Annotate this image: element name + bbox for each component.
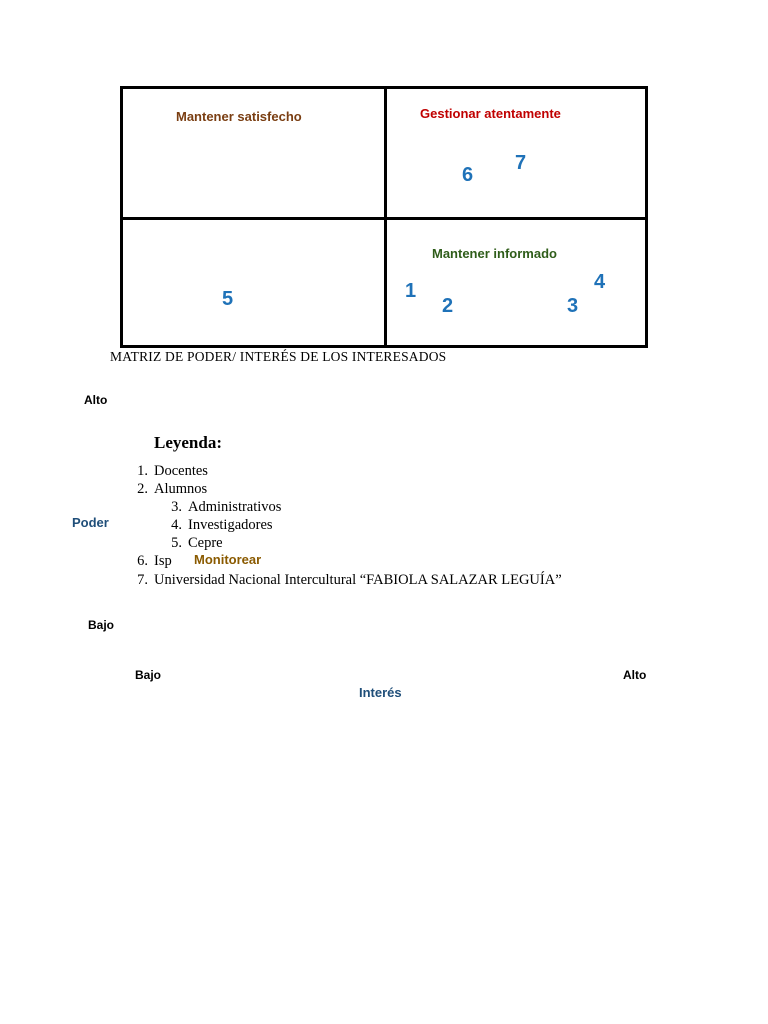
x-axis-title: Interés <box>359 685 402 700</box>
stakeholder-point-4: 4 <box>594 271 606 293</box>
legend-item-2: 2. Alumnos <box>137 481 208 497</box>
x-axis-low-label: Bajo <box>135 668 162 682</box>
y-axis-high-label: Alto <box>84 393 108 407</box>
stakeholder-point-2: 2 <box>442 295 454 317</box>
stakeholder-point-1: 1 <box>405 280 417 302</box>
stakeholder-point-7: 7 <box>515 152 527 174</box>
grid-horizontal-divider <box>123 217 645 220</box>
y-axis-title: Poder <box>72 515 109 530</box>
y-axis-low-label: Bajo <box>88 618 115 632</box>
legend-item-7: 7. Universidad Nacional Intercultural “FABIOLA SALAZAR LEGUÍA” <box>137 572 562 588</box>
quadrant-label-monitor: Monitorear <box>194 552 262 567</box>
legend-item-5: 5. Cepre <box>171 535 223 551</box>
quadrant-label-keep-informed: Mantener informado <box>432 246 557 261</box>
matrix-title: MATRIZ DE PODER/ INTERÉS DE LOS INTERESADOS <box>110 349 447 364</box>
quadrant-label-keep-satisfied: Mantener satisfecho <box>176 109 302 124</box>
legend-item-3: 3. Administrativos <box>171 499 282 515</box>
legend-title: Leyenda: <box>154 433 222 452</box>
legend-item-4: 4. Investigadores <box>171 517 273 533</box>
stakeholder-point-6: 6 <box>462 164 474 186</box>
stakeholder-point-5: 5 <box>222 288 234 310</box>
legend-item-6: 6. Isp <box>137 553 172 569</box>
quadrant-label-manage-closely: Gestionar atentamente <box>420 106 561 121</box>
legend-item-1: 1. Docentes <box>137 463 208 479</box>
x-axis-high-label: Alto <box>623 668 647 682</box>
stakeholder-point-3: 3 <box>567 295 579 317</box>
